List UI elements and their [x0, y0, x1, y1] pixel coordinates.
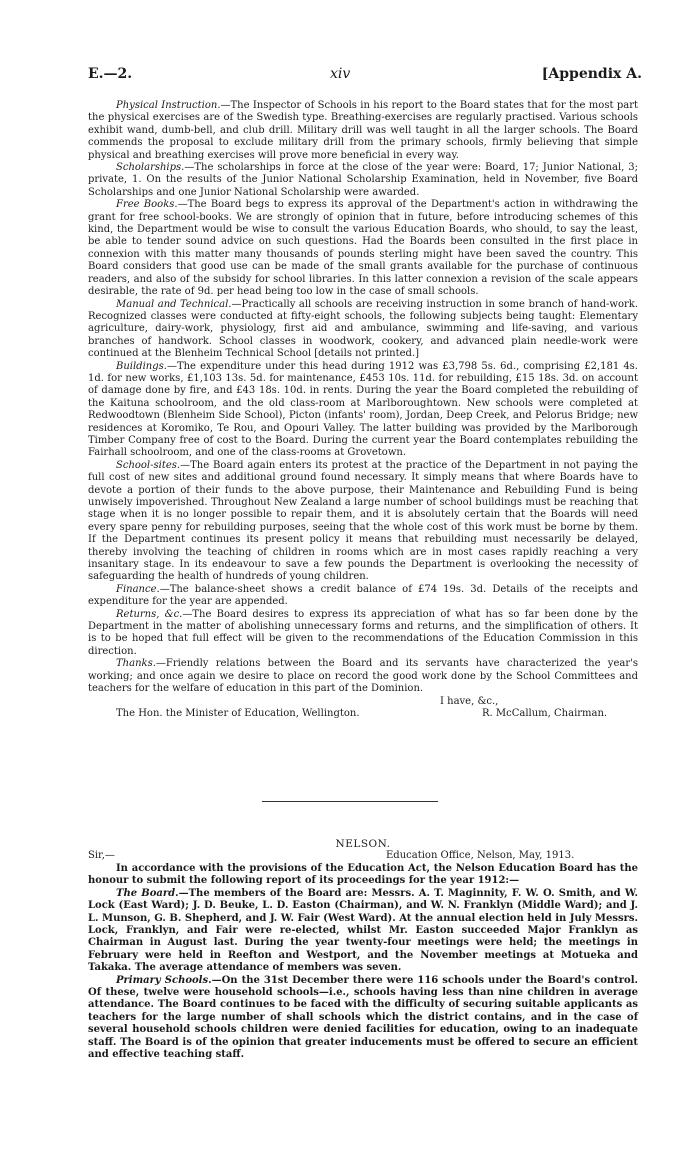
closing-line: I have, &c.,	[440, 695, 499, 707]
signoff-block	[88, 696, 638, 720]
paragraph-intro: In accordance with the provisions of the Education Act, the Nelson Education Board has the honour to submit the following report of its proceedings for the year 1912:—	[88, 863, 638, 887]
salutation: Sir,—	[88, 850, 115, 861]
paragraph-free-books: Free Books.—The Board begs to express its approval of the Department's action in withdrawing the grant for free school-books. We are strongly of opinion that in future, before introducing schemes of this kind, the Department would be wise to consult the various Education Boards, who should, to say the least, be able to tender sound advice on such questions. Had the Boards been consulted in the first place in connexion with this matter many thousands of pounds sterling might have been saved the country. This Board considers that good use can be made of the small grants available for the purchase of continuous readers, and also of the subsidy for school libraries. In this latter connexion a revision of the scale appears desirable, the rate of 9d. per head being too low in the case of small schools.	[88, 199, 638, 298]
page-header	[88, 66, 642, 86]
appendix-label: [Appendix A.	[541, 66, 642, 82]
paragraph-physical-instruction: Physical Instruction.—The Inspector of Schools in his report to the Board states that for the most part the physical exercises are of the Swedish type. Breathing-exercises are regularly practised. Various schools exhibit wand, dumb-bell, and club drill. Military drill was well taught in all the larger schools. The Board commends the proposal to exclude military drill from the primary schools, firmly believing that simple physical and breathing exercises will prove more beneficial in every way.	[88, 100, 639, 161]
paragraph-the-board: The Board.—The members of the Board are: Messrs. A. T. Maginnity, F. W. O. Smith, and W. Lock (East Ward); J. D. Beuke, L. D. Easton (Chairman), and W. N. Franklyn (Middle Ward); and J. L. Munson, G. B. Shepherd, and J. W. Fair (West Ward). At the annual election held in July Messrs. Lock, Franklyn, and Fair were re-elected, whilst Mr. Easton succeeded Major Franklyn as Chairman in August last. During the year twenty-four meetings were held; the meetings in February were held in Reefton and Westport, and the November meetings at Motueka and Takaka. The average attendance of members was seven.	[88, 887, 638, 974]
nelson-report-body	[88, 838, 638, 1062]
paragraph-buildings: Buildings.—The expenditure under this head during 1912 was £3,798 5s. 6d., comprising £2,181 4s. 1d. for new works, £1,103 13s. 5d. for maintenance, £453 10s. 11d. for rebuilding, £15 18s. 3d. on account of damage done by fire, and £43 18s. 10d. in rents. During the year the Board completed the rebuilding of the Kaituna schoolroom, and the old class-room at Marlboroughtown. New schools were completed at Redwoodtown (Blenheim Side School), Picton (infants' room), Jordan, Deep Creek, and Pelorus Bridge; new residences at Koromiko, Te Rou, and Opouri Valley. The latter building was provided by the Marlborough Timber Company free of cost to the Board. During the current year the Board contemplates rebuilding the Fairhall schoolroom, and one of the class-rooms at Grovetown.	[88, 360, 638, 459]
page-number: xiv	[330, 66, 351, 82]
paragraph-finance: Finance.—The balance-sheet shows a credit balance of £74 19s. 3d. Details of the receipts and expenditure for the year are appended.	[88, 583, 638, 608]
paragraph-manual-technical: Manual and Technical.—Practically all schools are receiving instruction in some branch of hand-work. Recognized classes were conducted at fifty-eight schools, the following subjects being taught: Elementary agriculture, dairy-work, physiology, first aid and ambulance, swimming and life-saving, and various branches of handwork. School classes in woodwork, cookery, and advanced plain needle-work were continued at the Blenheim Technical School [details not printed.]	[88, 298, 638, 360]
paragraph-thanks: Thanks.—Friendly relations between the Board and its servants have characterized the year's working; and once again we desire to place on record the good work done by the School Committees and teachers for the welfare of education in this part of the Dominion.	[88, 658, 638, 695]
paragraph-school-sites: School-sites.—The Board again enters its protest at the practice of the Department in not paying the full cost of new sites and additional ground found necessary. It simply means that where Boards have to devote a portion of their funds to the above purpose, their Maintenance and Rebuilding Fund is being unwisely impoverished. Throughout New Zealand a large number of school buildings must be reaching that stage when it is no longer possible to repair them, and it is absolutely certain that the Boards will need every spare penny for rebuilding purposes, seeing that the whole cost of this work must be borne by them. If the Department continues its present policy it means that rebuilding must necessarily be delayed, thereby involving the teaching of children in rooms which are in most cases rapidly reaching a very insanitary stage. In its endeavour to save a few pounds the Department is overlooking the necessity of safeguarding the health of hundreds of young children.	[88, 459, 638, 583]
addressee: The Hon. the Minister of Education, Wellington.	[116, 707, 360, 719]
marlborough-report-body	[88, 100, 638, 720]
office-dateline: Education Office, Nelson, May, 1913.	[386, 850, 575, 861]
paragraph-returns: Returns, &c.—The Board desires to express its appreciation of what has so far been done by the Department in the matter of abolishing unnecessary forms and returns, and the simplification of others. It is to be hoped that full effect will be given to the recommendations of the Education Commission in this direction.	[88, 608, 638, 657]
report-code: E.—2.	[88, 66, 133, 82]
section-title-nelson: NELSON.	[335, 838, 391, 850]
section-divider	[262, 801, 438, 802]
paragraph-primary-schools: Primary Schools.—On the 31st December there were 116 schools under the Board's control. Of these, twelve were household schools—i.e., schools having less than nine children in average attendance. The Board continues to be faced with the difficulty of securing suitable applicants as teachers for the large number of shall schools which the district contains, and in the case of several household schools children were denied facilities for education, owing to an inadequate staff. The Board is of the opinion that greater inducements must be offered to secure an efficient and effective teaching staff.	[88, 974, 638, 1061]
nelson-bold-text	[88, 863, 638, 1062]
salutation-line	[88, 850, 638, 863]
paragraph-scholarships: Scholarships.—The scholarships in force at the close of the year were: Board, 17; Junior National, 3; private, 1. On the results of the Junior National Scholarship Examination, held in November, five Board Scholarships and one Junior National Scholarship were awarded.	[88, 162, 638, 198]
signatory: R. McCallum, Chairman.	[482, 707, 608, 719]
